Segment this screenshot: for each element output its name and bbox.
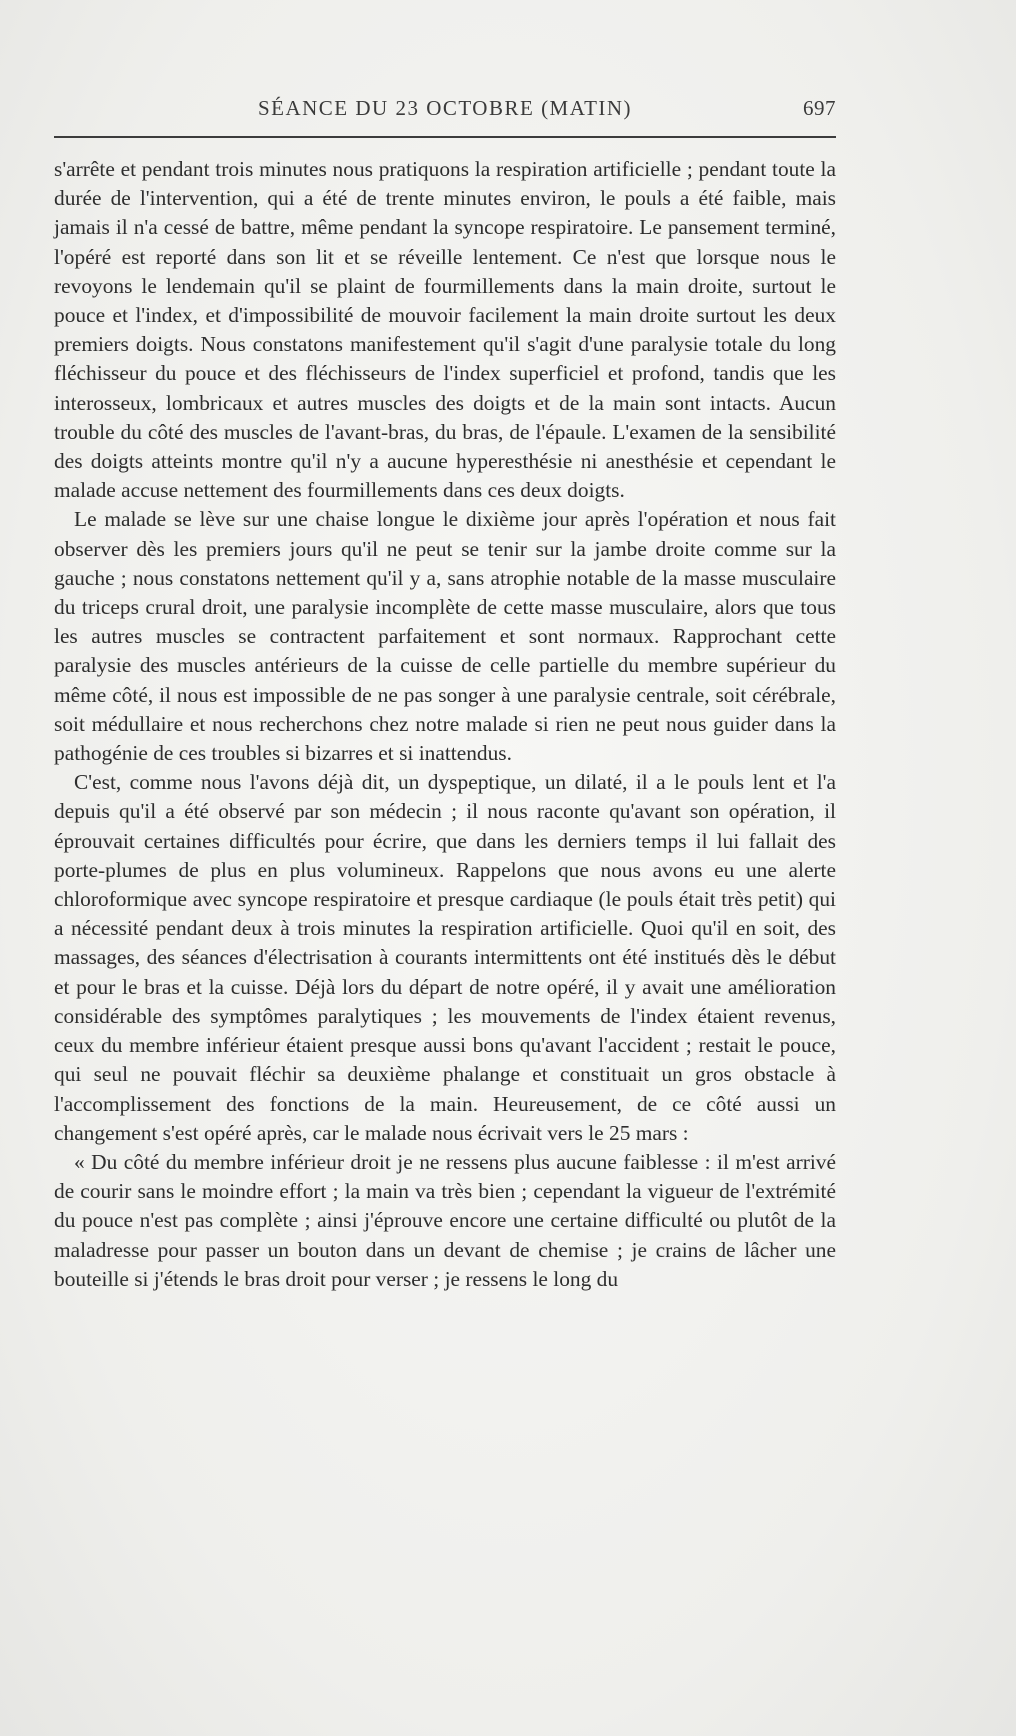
- paragraph-4-quote: « Du côté du membre inférieur droit je ne ressens plus aucune faiblesse : il m'est arrivé de courir sans le moindre effort ; la main va très bien ; cependant la vigueur de l'extrémité du pouce n'est pas complète ; ainsi j'éprouve encore une certaine difficulté ou plutôt de la maladresse pour passer un bouton dans un devant de chemise ; je crains de lâcher une bouteille si j'étends le bras droit pour verser ; je ressens le long du: [54, 1149, 836, 1291]
- paragraph-1: s'arrête et pendant trois minutes nous pratiquons la respiration artificielle ; pendant toute la durée de l'intervention, qui a été de trente minutes environ, le pouls a été faible, mais jamais il n'a cessé de battre, même pendant la syncope respiratoire. Le pansement terminé, l'opéré est reporté dans son lit et se réveille lentement. Ce n'est que lorsque nous le revoyons le lendemain qu'il se plaint de fourmillements dans la main droite, surtout le pouce et l'index, et d'impossibilité de mouvoir facilement la main droite surtout les deux premiers doigts. Nous constatons manifestement qu'il s'agit d'une paralysie totale du long fléchisseur du pouce et des fléchisseurs de l'index superficiel et profond, tandis que les interosseux, lombricaux et autres muscles des doigts et de la main sont intacts. Aucun trouble du côté des muscles de l'avant-bras, du bras, de l'épaule. L'examen de la sensibilité des doigts atteints montre qu'il n'y a aucune hyperesthésie ni anesthésie et cependant le malade accuse nettement des fourmillements dans ces deux doigts.: [54, 157, 836, 503]
- body-text: [54, 155, 836, 1294]
- running-title: SÉANCE DU 23 OCTOBRE (MATIN): [257, 96, 633, 120]
- page-number: 697: [803, 96, 836, 120]
- paragraph-2: Le malade se lève sur une chaise longue le dixième jour après l'opération et nous fait observer dès les premiers jours qu'il ne peut se tenir sur la jambe droite comme sur la gauche ; nous constatons nettement qu'il y a, sans atrophie notable de la masse musculaire du triceps crural droit, une paralysie incomplète de cette masse musculaire, alors que tous les autres muscles se contractent parfaitement et sont normaux. Rapprochant cette paralysie des muscles antérieurs de la cuisse de celle partielle du membre supérieur du même côté, il nous est impossible de ne pas songer à une paralysie centrale, soit cérébrale, soit médullaire et nous recherchons chez notre malade si rien ne peut nous guider dans la pathogénie de ces troubles si bizarres et si inattendus.: [54, 507, 836, 766]
- running-header: [54, 96, 836, 126]
- header-rule: [54, 136, 836, 138]
- paragraph-3: C'est, comme nous l'avons déjà dit, un dyspeptique, un dilaté, il a le pouls lent et l'a depuis qu'il a été observé par son médecin ; il nous raconte qu'avant son opération, il éprouvait certaines difficultés pour écrire, que dans les derniers temps il lui fallait des porte-plumes de plus en plus volumineux. Rappelons que nous avons eu une alerte chloroformique avec syncope respiratoire et presque cardiaque (le pouls était très petit) qui a nécessité pendant deux à trois minutes la respiration artificielle. Quoi qu'il en soit, des massages, des séances d'électrisation à courants intermittents ont été institués dès le début et pour le bras et la cuisse. Déjà lors du départ de notre opéré, il y avait une amélioration considérable des symptômes paralytiques ; les mouvements de l'index étaient revenus, ceux du membre inférieur étaient presque aussi bons qu'avant l'accident ; restait le pouce, qui seul ne pouvait fléchir sa deuxième phalange et constituait un gros obstacle à l'accomplissement des fonctions de la main. Heureusement, de ce côté aussi un changement s'est opéré après, car le malade nous écrivait vers le 25 mars :: [54, 770, 836, 1145]
